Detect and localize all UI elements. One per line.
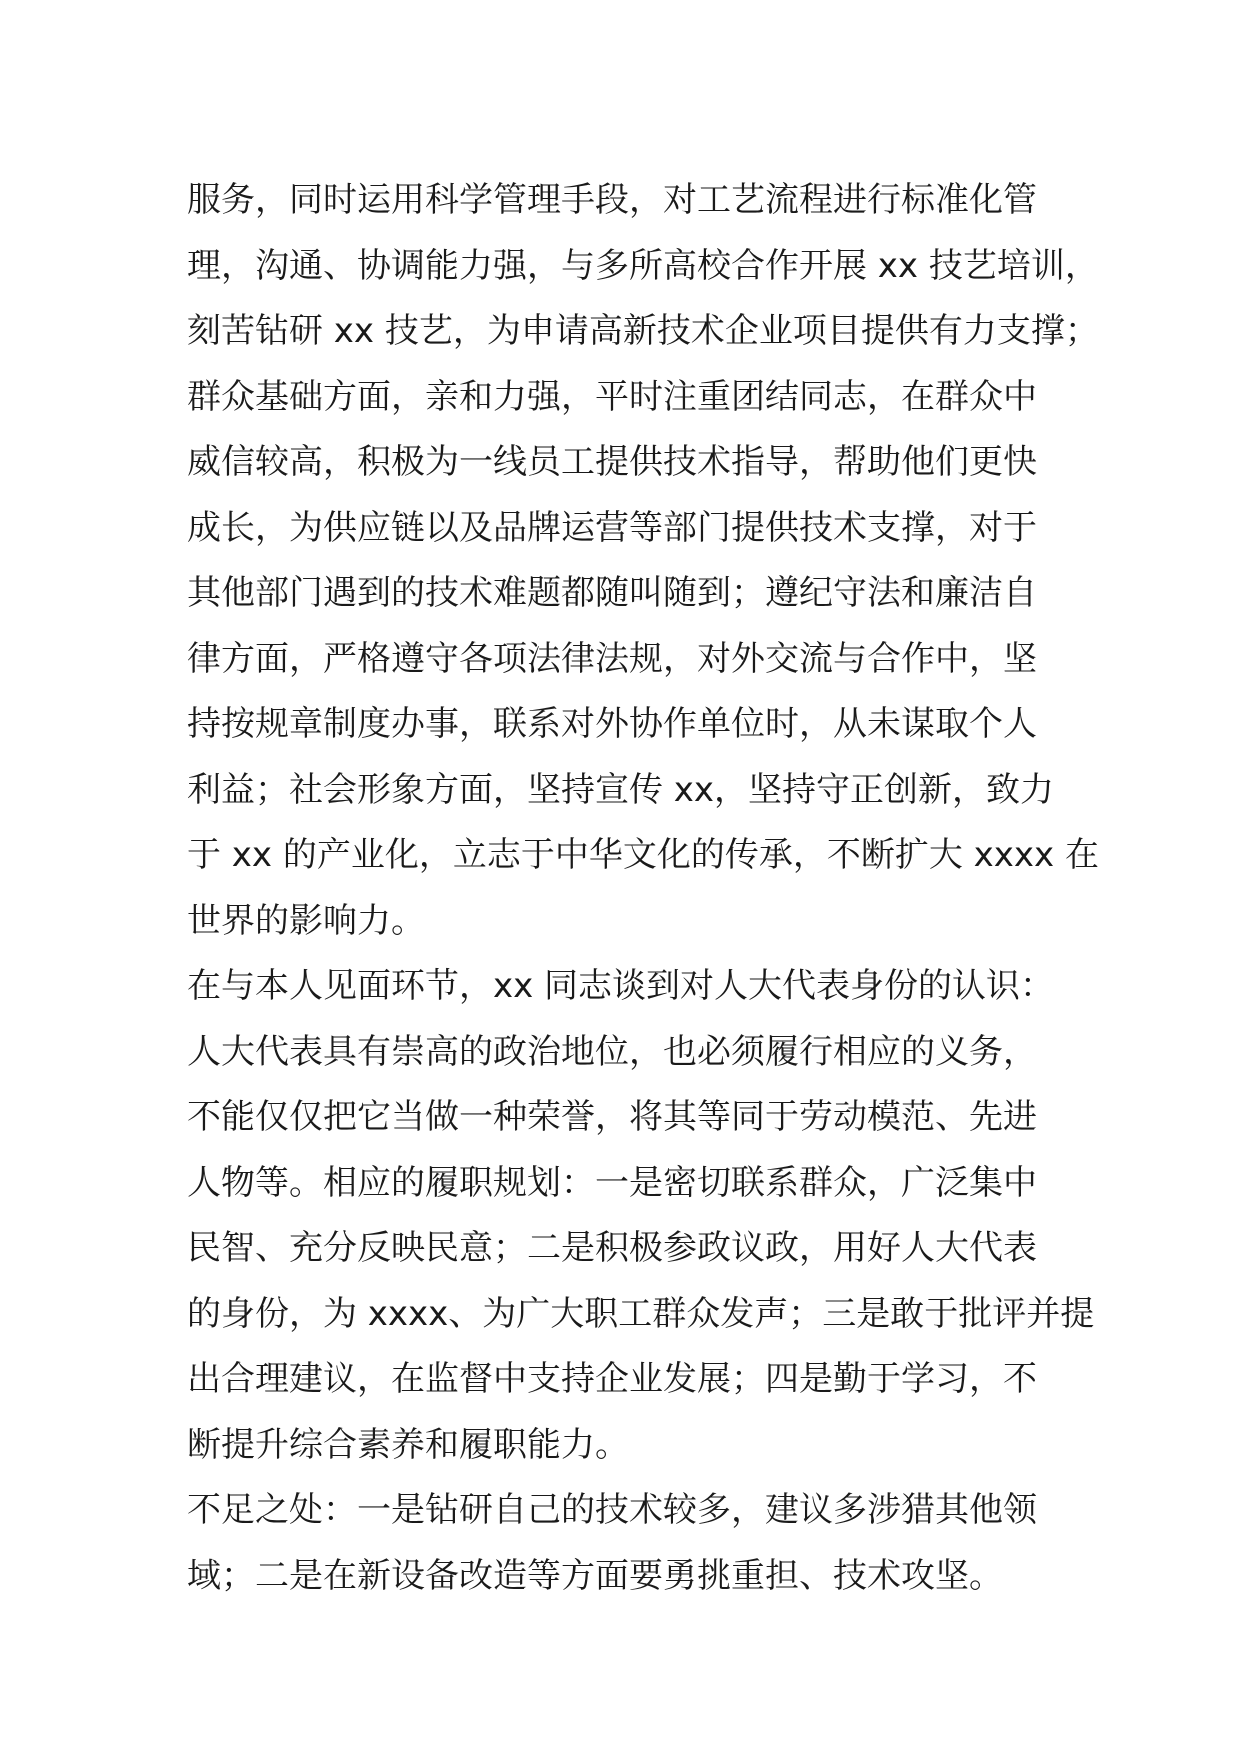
text-line: 成长，为供应链以及品牌运营等部门提供技术支撑，对于 (187, 507, 1037, 548)
text-line: 域；二是在新设备改造等方面要勇挑重担、技术攻坚。 (187, 1555, 1003, 1596)
text-line: 律方面，严格遵守各项法律法规，对外交流与合作中，坚 (187, 638, 1037, 679)
text-line: 利益；社会形象方面，坚持宣传 xx，坚持守正创新，致力 (187, 769, 1055, 810)
text-line: 其他部门遇到的技术难题都随叫随到；遵纪守法和廉洁自 (187, 573, 1037, 613)
text-line: 服务，同时运用科学管理手段，对工艺流程进行标准化管 (187, 180, 1037, 220)
text-line: 断提升综合素养和履职能力。 (187, 1424, 629, 1465)
text-line: 民智、充分反映民意；二是积极参政议政，用好人大代表 (187, 1228, 1037, 1268)
text-line: 不足之处：一是钻研自己的技术较多，建议多涉猎其他领 (187, 1490, 1037, 1530)
text-line: 理，沟通、协调能力强，与多所高校合作开展 xx 技艺培训， (187, 245, 1099, 286)
text-line: 世界的影响力。 (187, 900, 425, 941)
text-line: 在与本人见面环节，xx 同志谈到对人大代表身份的认识： (187, 966, 1055, 1006)
text-line: 的身份，为 xxxx、为广大职工群众发声；三是敢于批评并提 (187, 1293, 1095, 1334)
document-body-text (187, 168, 1099, 1609)
text-line: 群众基础方面，亲和力强，平时注重团结同志，在群众中 (187, 376, 1037, 417)
text-line: 出合理建议，在监督中支持企业发展；四是勤于学习，不 (187, 1359, 1037, 1399)
text-line: 刻苦钻研 xx 技艺，为申请高新技术企业项目提供有力支撑； (187, 311, 1099, 351)
text-line: 于 xx 的产业化，立志于中华文化的传承，不断扩大 xxxx 在 (187, 835, 1099, 875)
text-line: 威信较高，积极为一线员工提供技术指导，帮助他们更快 (187, 442, 1037, 482)
text-line: 持按规章制度办事，联系对外协作单位时，从未谋取个人 (187, 704, 1037, 744)
text-line: 不能仅仅把它当做一种荣誉，将其等同于劳动模范、先进 (187, 1097, 1037, 1137)
text-line: 人物等。相应的履职规划：一是密切联系群众，广泛集中 (187, 1162, 1037, 1203)
text-line: 人大代表具有崇高的政治地位，也必须履行相应的义务， (187, 1031, 1037, 1072)
